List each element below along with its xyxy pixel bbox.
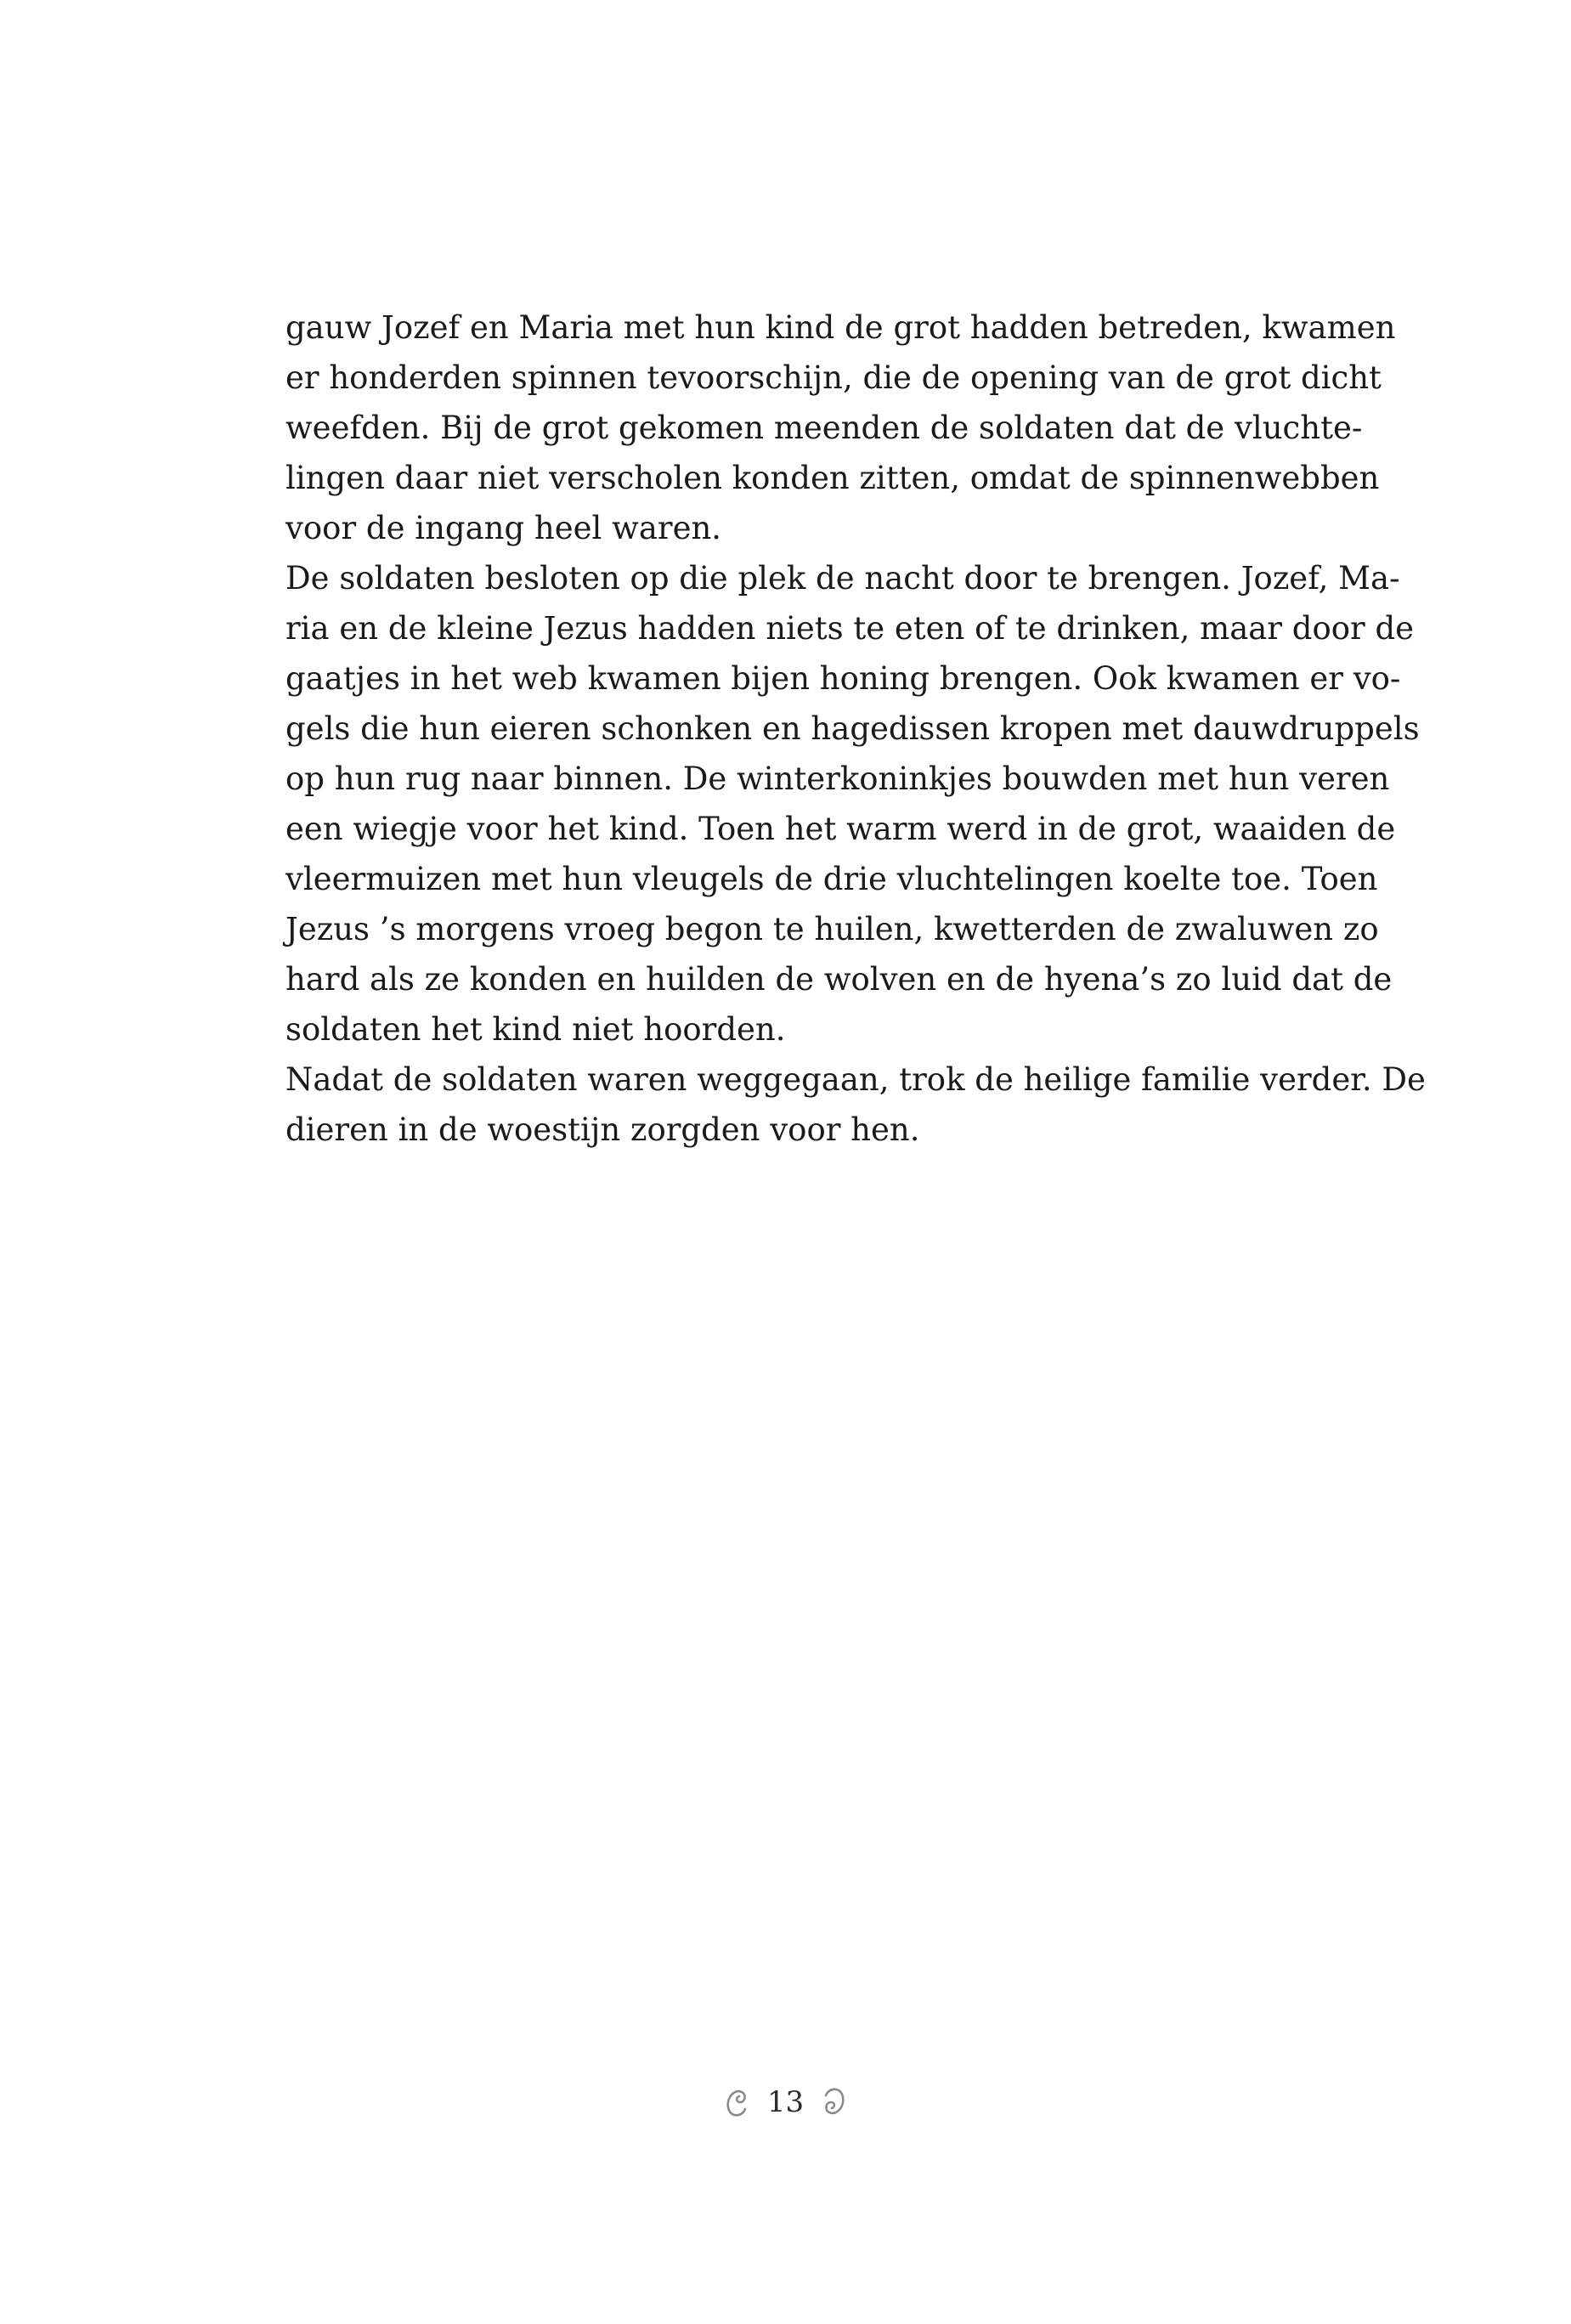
text-line: er honderden spinnen tevoorschijn, die de opening van de grot dicht bbox=[285, 359, 1382, 396]
text-line: weefden. Bij de grot gekomen meenden de soldaten dat de vluchte- bbox=[285, 410, 1363, 446]
text-line: dieren in de woestijn zorgden voor hen. bbox=[285, 1111, 920, 1148]
text-line: Jezus ’s morgens vroeg begon te huilen, kwetterden de zwaluwen zo bbox=[285, 911, 1379, 947]
text-line: hard als ze konden en huilden de wolven en de hyena’s zo luid dat de bbox=[285, 961, 1393, 998]
text-line: Nadat de soldaten waren weggegaan, trok de heilige familie verder. De bbox=[285, 1061, 1426, 1098]
page-folio bbox=[0, 2084, 1571, 2124]
text-line: een wiegje voor het kind. Toen het warm werd in de grot, waaiden de bbox=[285, 811, 1396, 847]
text-line: lingen daar niet verscholen konden zitten, omdat de spinnenwebben bbox=[285, 460, 1380, 496]
text-line: De soldaten besloten op die plek de nacht door te brengen. Jozef, Ma- bbox=[285, 560, 1400, 597]
text-line: op hun rug naar binnen. De winterkoninkjes bouwden met hun veren bbox=[285, 761, 1390, 797]
text-line: vleermuizen met hun vleugels de drie vluchtelingen koelte toe. Toen bbox=[285, 861, 1378, 897]
text-line: ria en de kleine Jezus hadden niets te eten of te drinken, maar door de bbox=[285, 610, 1415, 647]
text-line: gaatjes in het web kwamen bijen honing brengen. Ook kwamen er vo- bbox=[285, 660, 1401, 697]
text-line: gauw Jozef en Maria met hun kind de grot hadden betreden, kwamen bbox=[285, 309, 1396, 346]
body-text bbox=[285, 303, 1426, 1155]
right-curl-ornament-icon bbox=[819, 2084, 848, 2121]
text-line: voor de ingang heel waren. bbox=[285, 510, 722, 546]
text-line: soldaten het kind niet hoorden. bbox=[285, 1011, 786, 1048]
left-curl-ornament-icon bbox=[723, 2084, 752, 2121]
page-number: 13 bbox=[766, 2085, 805, 2119]
text-line: gels die hun eieren schonken en hagedissen kropen met dauwdruppels bbox=[285, 710, 1420, 747]
